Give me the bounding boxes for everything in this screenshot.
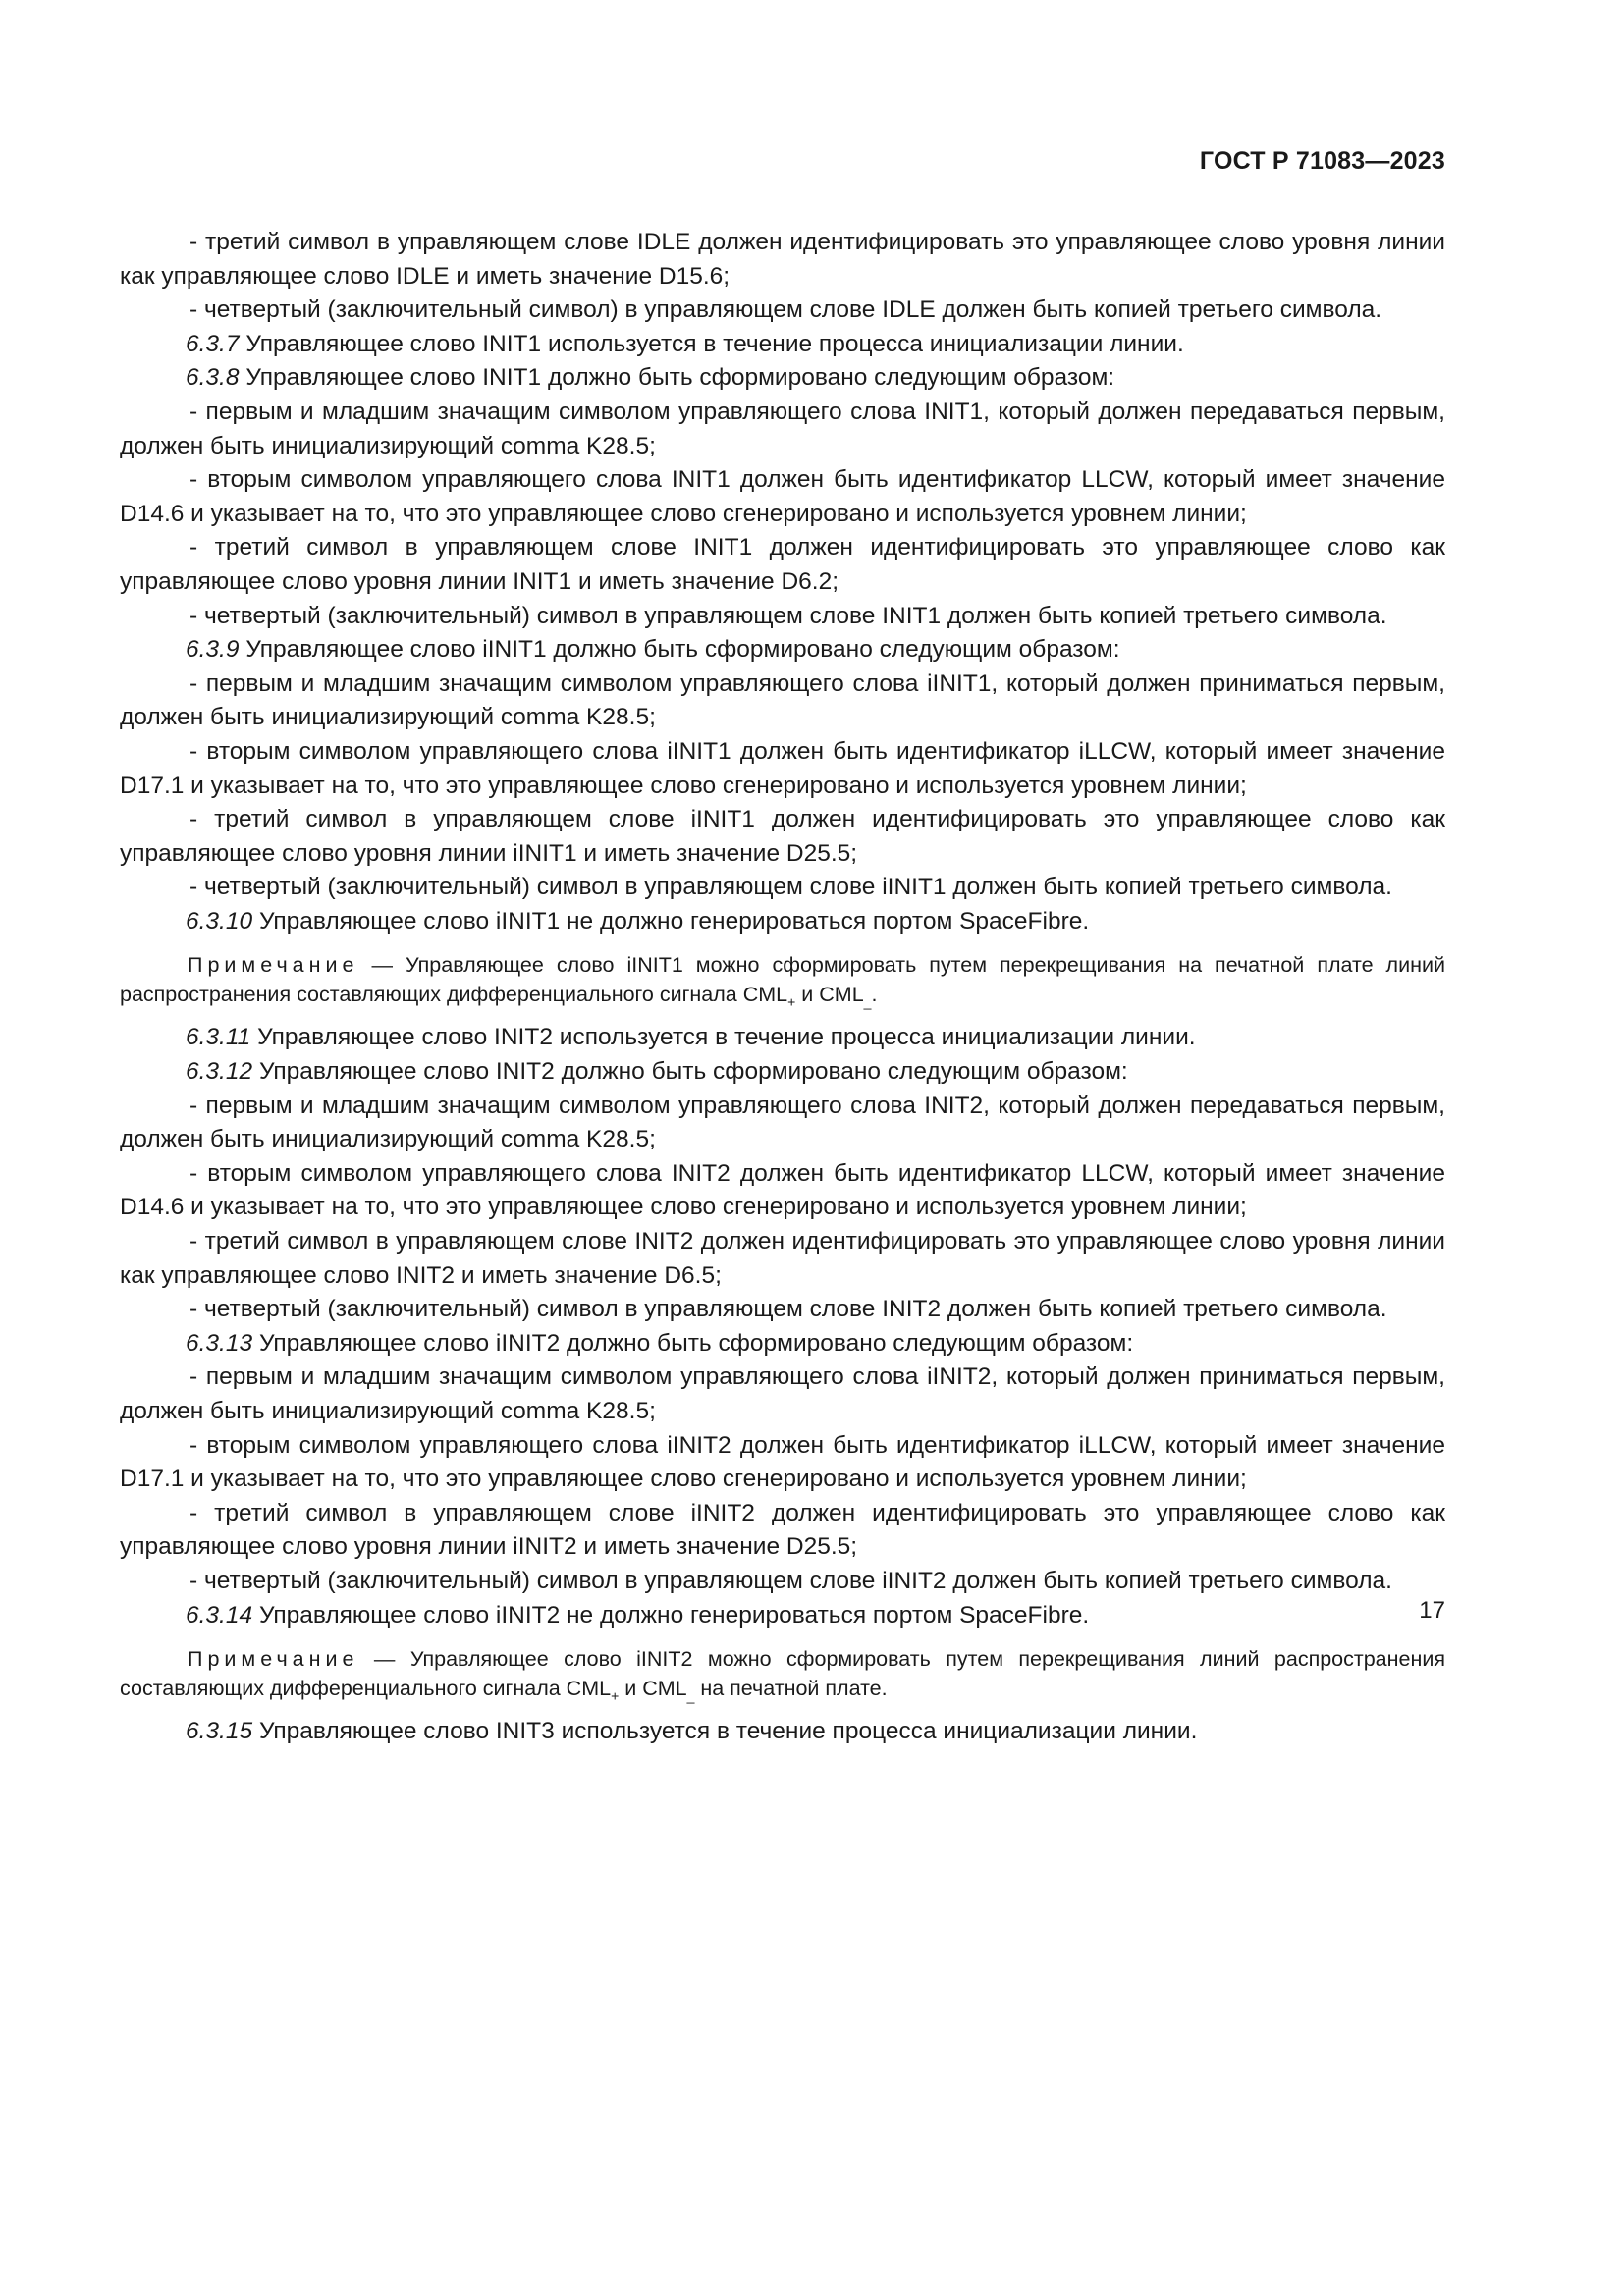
section-6-3-15 (120, 1715, 1445, 1749)
note-mid: и CML (619, 1677, 687, 1701)
paragraph: - четвертый (заключительный символ) в управляющем слове IDLE должен быть копией третьего символа. (189, 296, 1382, 324)
section-number: 6.3.15 (186, 1718, 253, 1745)
section-6-3-7 (120, 328, 1445, 362)
note-dash: — (358, 1647, 410, 1672)
section-text: Управляющее слово iINIT2 должно быть сформировано следующим образом: (258, 1329, 1134, 1357)
section-6-3-13 (120, 1327, 1445, 1362)
section-number: 6.3.11 (186, 1024, 251, 1051)
note-text: Управляющее слово iINIT1 можно сформировать путем перекрещивания на печатной плате линий распространения составляющих дифференциального сигнала CML (120, 953, 1446, 1007)
subscript-plus: + (787, 993, 796, 1010)
section-6-3-10 (120, 905, 1445, 939)
note-mid: и CML (795, 983, 864, 1007)
section-text: Управляющее слово INIT3 используется в течение процесса инициализации линии. (258, 1718, 1198, 1745)
paragraph: - третий символ в управляющем слове iINIT2 должен идентифицировать это управляющее слово как управляющее слово уровня линии iINIT2 и иметь значение D25.5; (120, 1499, 1445, 1561)
section-text: Управляющее слово iINIT1 не должно генерироваться портом SpaceFibre. (258, 907, 1090, 934)
paragraph: - третий символ в управляющем слове iINIT1 должен идентифицировать это управляющее слово как управляющее слово уровня линии iINIT1 и иметь значение D25.5; (120, 806, 1445, 867)
paragraph: - третий символ в управляющем слове INIT1 должен идентифицировать это управляющее слово как управляющее слово уровня линии INIT1 и иметь значение D6.2; (120, 534, 1445, 595)
paragraph: - вторым символом управляющего слова INIT2 должен быть идентификатор LLCW, который имеет значение D14.6 и указывает на то, что это управляющее слово сгенерировано и используется уровнем линии; (120, 1159, 1445, 1221)
paragraph: - четвертый (заключительный) символ в управляющем слове iINIT2 должен быть копией третьего символа. (189, 1567, 1392, 1594)
note-1 (120, 950, 1445, 1009)
section-text: Управляющее слово INIT1 должно быть сформировано следующим образом: (245, 364, 1115, 392)
section-text: Управляющее слово INIT1 используется в течение процесса инициализации линии. (245, 330, 1184, 357)
standard-header: ГОСТ Р 71083—2023 (1199, 147, 1445, 175)
paragraph: - вторым символом управляющего слова INIT1 должен быть идентификатор LLCW, который имеет значение D14.6 и указывает на то, что это управляющее слово сгенерировано и используется уровнем линии; (120, 466, 1445, 527)
section-number: 6.3.9 (186, 636, 240, 664)
paragraph: - третий символ в управляющем слове INIT2 должен идентифицировать это управляющее слово уровня линии как управляющее слово INIT2 и иметь значение D6.5; (120, 1228, 1445, 1289)
paragraph: - вторым символом управляющего слова iINIT1 должен быть идентификатор iLLCW, который имеет значение D17.1 и указывает на то, что это управляющее слово сгенерировано и используется уровнем линии; (120, 737, 1445, 799)
section-text: Управляющее слово iINIT2 не должно генерироваться портом SpaceFibre. (258, 1601, 1090, 1629)
section-text: Управляющее слово INIT2 используется в течение процесса инициализации линии. (257, 1024, 1196, 1051)
section-number: 6.3.14 (186, 1601, 253, 1629)
paragraph: - четвертый (заключительный) символ в управляющем слове iINIT1 должен быть копией третьего символа. (189, 874, 1392, 901)
subscript-minus: _ (863, 993, 872, 1010)
section-number: 6.3.7 (186, 330, 240, 357)
note-end: . (871, 983, 878, 1007)
paragraph: - четвертый (заключительный) символ в управляющем слове INIT2 должен быть копией третьего символа. (189, 1296, 1387, 1323)
section-text: Управляющее слово iINIT1 должно быть сформировано следующим образом: (245, 636, 1120, 664)
section-6-3-11 (120, 1021, 1445, 1055)
paragraph: - первым и младшим значащим символом управляющего слова INIT1, который должен передаваться первым, должен быть инициализирующий comma K28.5; (120, 398, 1445, 459)
subscript-minus: _ (686, 1687, 695, 1704)
paragraph: - третий символ в управляющем слове IDLE должен идентифицировать это управляющее слово уровня линии как управляющее слово IDLE и иметь значение D15.6; (120, 229, 1445, 290)
note-label: Примечание (188, 953, 359, 978)
subscript-plus: + (611, 1687, 620, 1704)
section-text: Управляющее слово INIT2 должно быть сформировано следующим образом: (258, 1058, 1128, 1086)
paragraph: - первым и младшим значащим символом управляющего слова iINIT1, который должен приниматься первым, должен быть инициализирующий comma K28.5; (120, 669, 1445, 731)
section-6-3-14 (120, 1599, 1445, 1633)
section-6-3-8 (120, 361, 1445, 396)
document-body (120, 226, 1445, 1749)
section-number: 6.3.12 (186, 1058, 253, 1086)
paragraph: - первым и младшим значащим символом управляющего слова INIT2, который должен передаваться первым, должен быть инициализирующий comma K28.5; (120, 1092, 1445, 1153)
note-dash: — (358, 953, 406, 978)
section-6-3-12 (120, 1055, 1445, 1090)
section-number: 6.3.10 (186, 907, 253, 934)
paragraph: - четвертый (заключительный) символ в управляющем слове INIT1 должен быть копией третьего символа. (189, 602, 1387, 629)
paragraph: - первым и младшим значащим символом управляющего слова iINIT2, который должен приниматься первым, должен быть инициализирующий comma K28.5; (120, 1363, 1445, 1424)
note-label: Примечание (188, 1647, 359, 1672)
page-number: 17 (1419, 1597, 1445, 1624)
note-end: на печатной плате. (694, 1677, 888, 1701)
paragraph: - вторым символом управляющего слова iINIT2 должен быть идентификатор iLLCW, который имеет значение D17.1 и указывает на то, что это управляющее слово сгенерировано и используется уровнем линии; (120, 1431, 1445, 1493)
note-2 (120, 1644, 1445, 1703)
section-number: 6.3.13 (186, 1329, 253, 1357)
note-text: Управляющее слово iINIT2 можно сформировать путем перекрещивания линий распространения составляющих дифференциального сигнала CML (120, 1647, 1445, 1701)
section-number: 6.3.8 (186, 364, 240, 392)
section-6-3-9 (120, 633, 1445, 667)
